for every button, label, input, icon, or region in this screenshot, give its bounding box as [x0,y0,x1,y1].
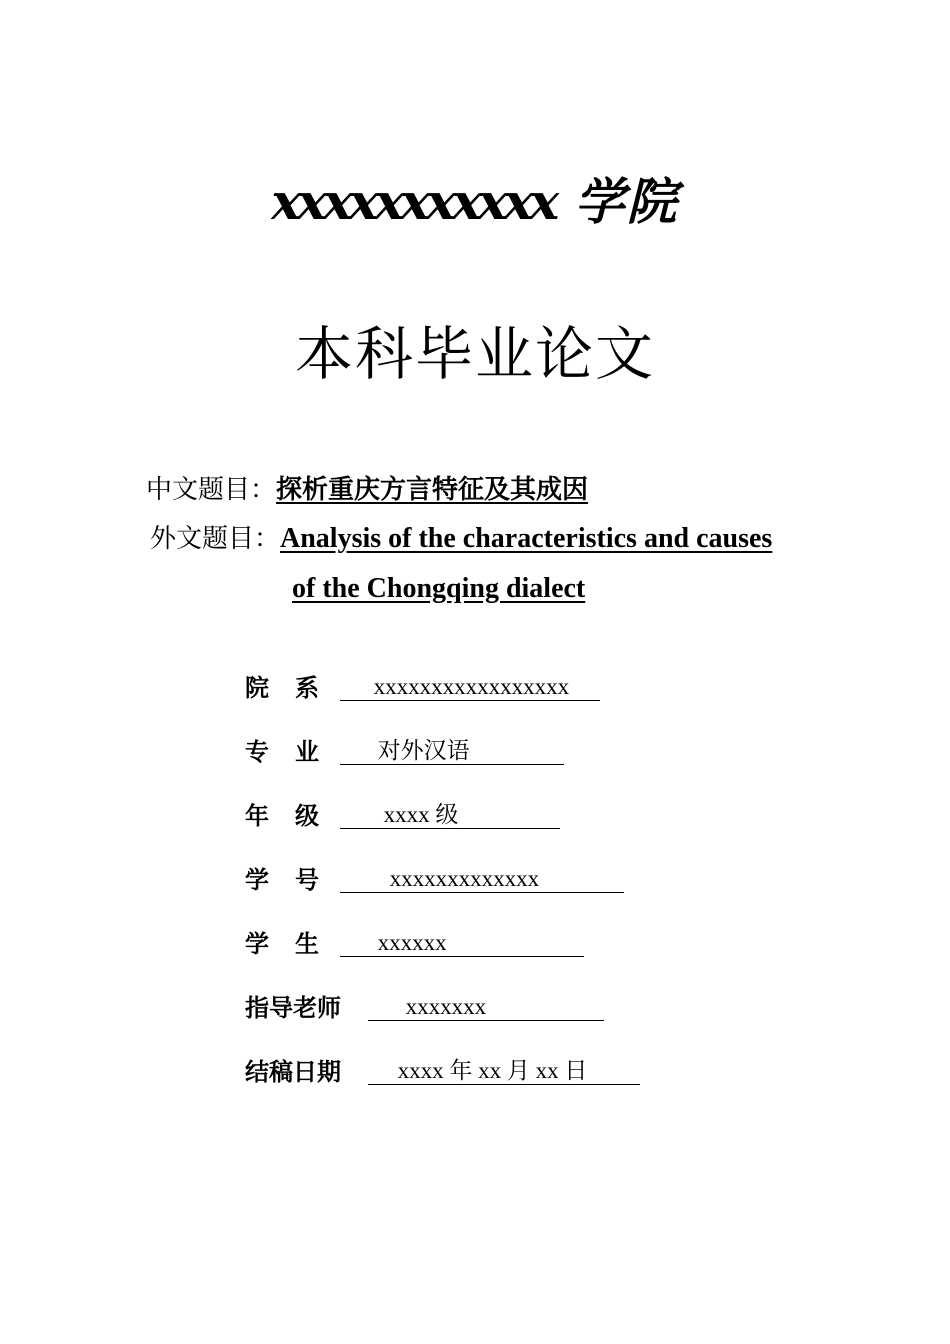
info-value-advisor [368,990,604,1021]
info-label-grade: 年级 [245,802,345,830]
info-row-grade [245,798,560,834]
student-value-text: xxxxxx [377,930,447,955]
foreign-title-row-2 [292,571,585,607]
info-row-student [245,926,584,962]
info-value-department [340,670,600,701]
chinese-title-label: 中文题目： [146,475,277,505]
advisor-value-text: xxxxxxx [405,994,487,1019]
info-label-completion-date: 结稿日期 [245,1058,341,1086]
info-label-advisor: 指导老师 [245,994,341,1022]
college-name [0,170,950,234]
grade-value-text: xxxx 级 [383,802,459,827]
thesis-type-heading: 本科毕业论文 [294,320,655,388]
info-value-student-id [340,862,624,893]
info-row-student-id [245,862,624,898]
info-value-student [340,926,584,957]
foreign-title-row [150,521,772,557]
student-id-value-text: xxxxxxxxxxxxx [389,866,540,891]
college-name-placeholder: xxxxxxxxxxx [271,172,556,231]
info-row-major [245,734,564,770]
foreign-title-value-line2: of the Chongqing dialect [292,573,586,604]
info-value-grade [340,798,560,829]
completion-date-value-text: xxxx 年 xx 月 xx 日 [397,1058,588,1083]
info-label-major: 专业 [245,738,345,766]
info-label-student: 学生 [245,930,345,958]
chinese-title-row [146,472,588,508]
info-label-department: 院系 [245,674,345,702]
chinese-title-value: 探析重庆方言特征及其成因 [276,475,589,505]
info-row-department [245,670,600,706]
info-row-advisor [245,990,604,1026]
department-value-text: xxxxxxxxxxxxxxxxx [373,674,570,699]
info-value-major [340,734,564,765]
foreign-title-value-line1: Analysis of the characteristics and causes [280,523,773,554]
foreign-title-label: 外文题目： [150,524,281,554]
info-label-student-id: 学号 [245,866,345,894]
major-value-text: 对外汉语 [377,738,470,763]
info-value-completion-date [368,1054,640,1085]
info-row-completion-date [245,1054,640,1090]
college-name-suffix: 学院 [574,172,679,231]
